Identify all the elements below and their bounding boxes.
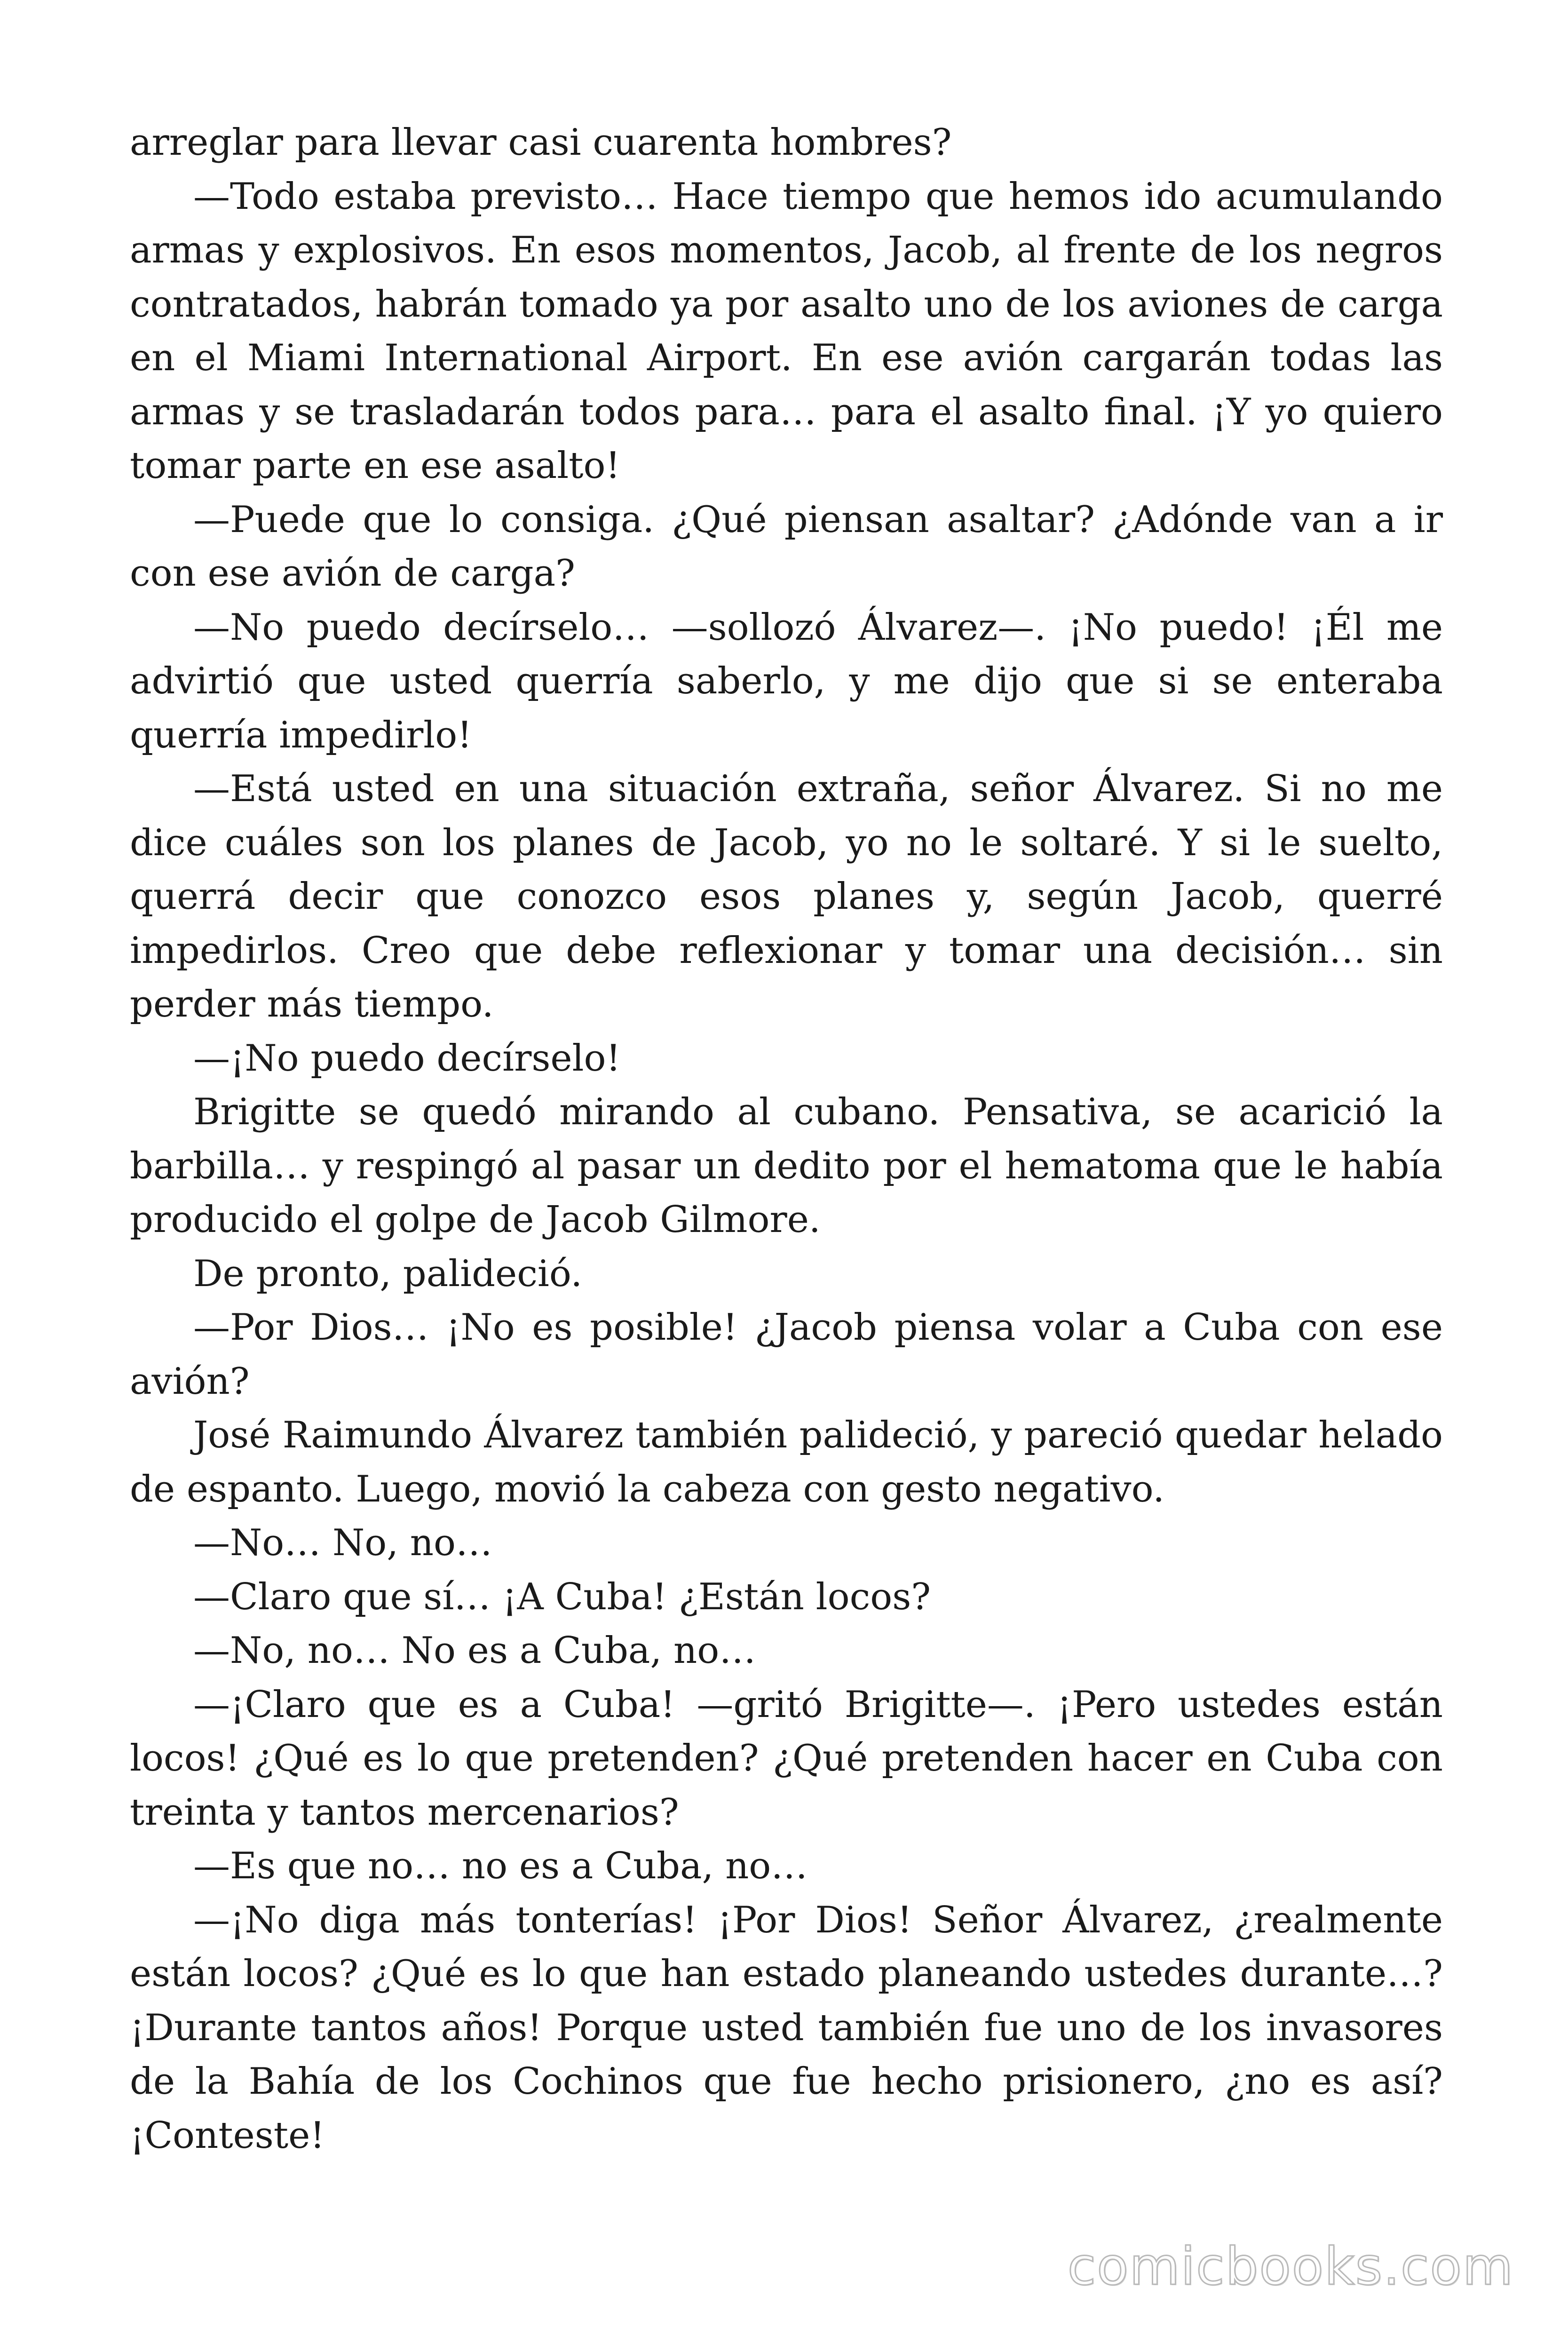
paragraph-1: arreglar para llevar casi cuarenta hombres? <box>130 121 952 164</box>
paragraph-12: —Claro que sí… ¡A Cuba! ¿Están locos? <box>193 1575 931 1618</box>
watermark: comicbooks.com <box>1067 2236 1514 2296</box>
paragraph-7: Brigitte se quedó mirando al cubano. Pensativa, se acarició la barbilla… y respingó al pasar un dedito por el hematoma que le había producido el golpe de Jacob Gilmore. <box>130 1091 1443 1241</box>
paragraph-5: —Está usted en una situación extraña, señor Álvarez. Si no me dice cuáles son los planes de Jacob, yo no le soltaré. Y si le suelto, querrá decir que conozco esos planes y, según Jacob, querré impedirlos. Creo que debe reflexionar y tomar una decisión… sin perder más tiempo. <box>130 768 1443 1025</box>
paragraph-6: —¡No puedo decírselo! <box>193 1037 621 1080</box>
paragraph-16: —¡No diga más tonterías! ¡Por Dios! Señor Álvarez, ¿realmente están locos? ¿Qué es lo que han estado planeando ustedes durante…? ¡Durante tantos años! Porque usted también fue uno de los invasores de la Bahía de los Cochinos que fue hecho prisionero, ¿no es así? ¡Conteste! <box>130 1899 1443 2157</box>
page-body <box>130 116 1443 2162</box>
paragraph-14: —¡Claro que es a Cuba! —gritó Brigitte—. ¡Pero ustedes están locos! ¿Qué es lo que pretenden? ¿Qué pretenden hacer en Cuba con treinta y tantos mercenarios? <box>130 1683 1443 1834</box>
paragraph-9: —Por Dios… ¡No es posible! ¿Jacob piensa volar a Cuba con ese avión? <box>130 1306 1443 1403</box>
paragraph-8: De pronto, palideció. <box>193 1252 583 1295</box>
paragraph-2: —Todo estaba previsto… Hace tiempo que hemos ido acumulando armas y explosivos. En esos momentos, Jacob, al frente de los negros contratados, habrán tomado ya por asalto uno de los aviones de carga en el Miami International Airport. En ese avión cargarán todas las armas y se trasladarán todos para… para el asalto final. ¡Y yo quiero tomar parte en ese asalto! <box>130 175 1443 487</box>
paragraph-11: —No… No, no… <box>193 1522 492 1564</box>
paragraph-10: José Raimundo Álvarez también palideció, y pareció quedar helado de espanto. Luego, movió la cabeza con gesto negativo. <box>130 1414 1443 1510</box>
paragraph-15: —Es que no… no es a Cuba, no… <box>193 1845 808 1887</box>
paragraph-4: —No puedo decírselo… —sollozó Álvarez—. ¡No puedo! ¡Él me advirtió que usted querría saberlo, y me dijo que si se enteraba querría impedirlo! <box>130 606 1443 756</box>
paragraph-13: —No, no… No es a Cuba, no… <box>193 1629 756 1672</box>
paragraph-3: —Puede que lo consiga. ¿Qué piensan asaltar? ¿Adónde van a ir con ese avión de carga? <box>130 498 1443 595</box>
